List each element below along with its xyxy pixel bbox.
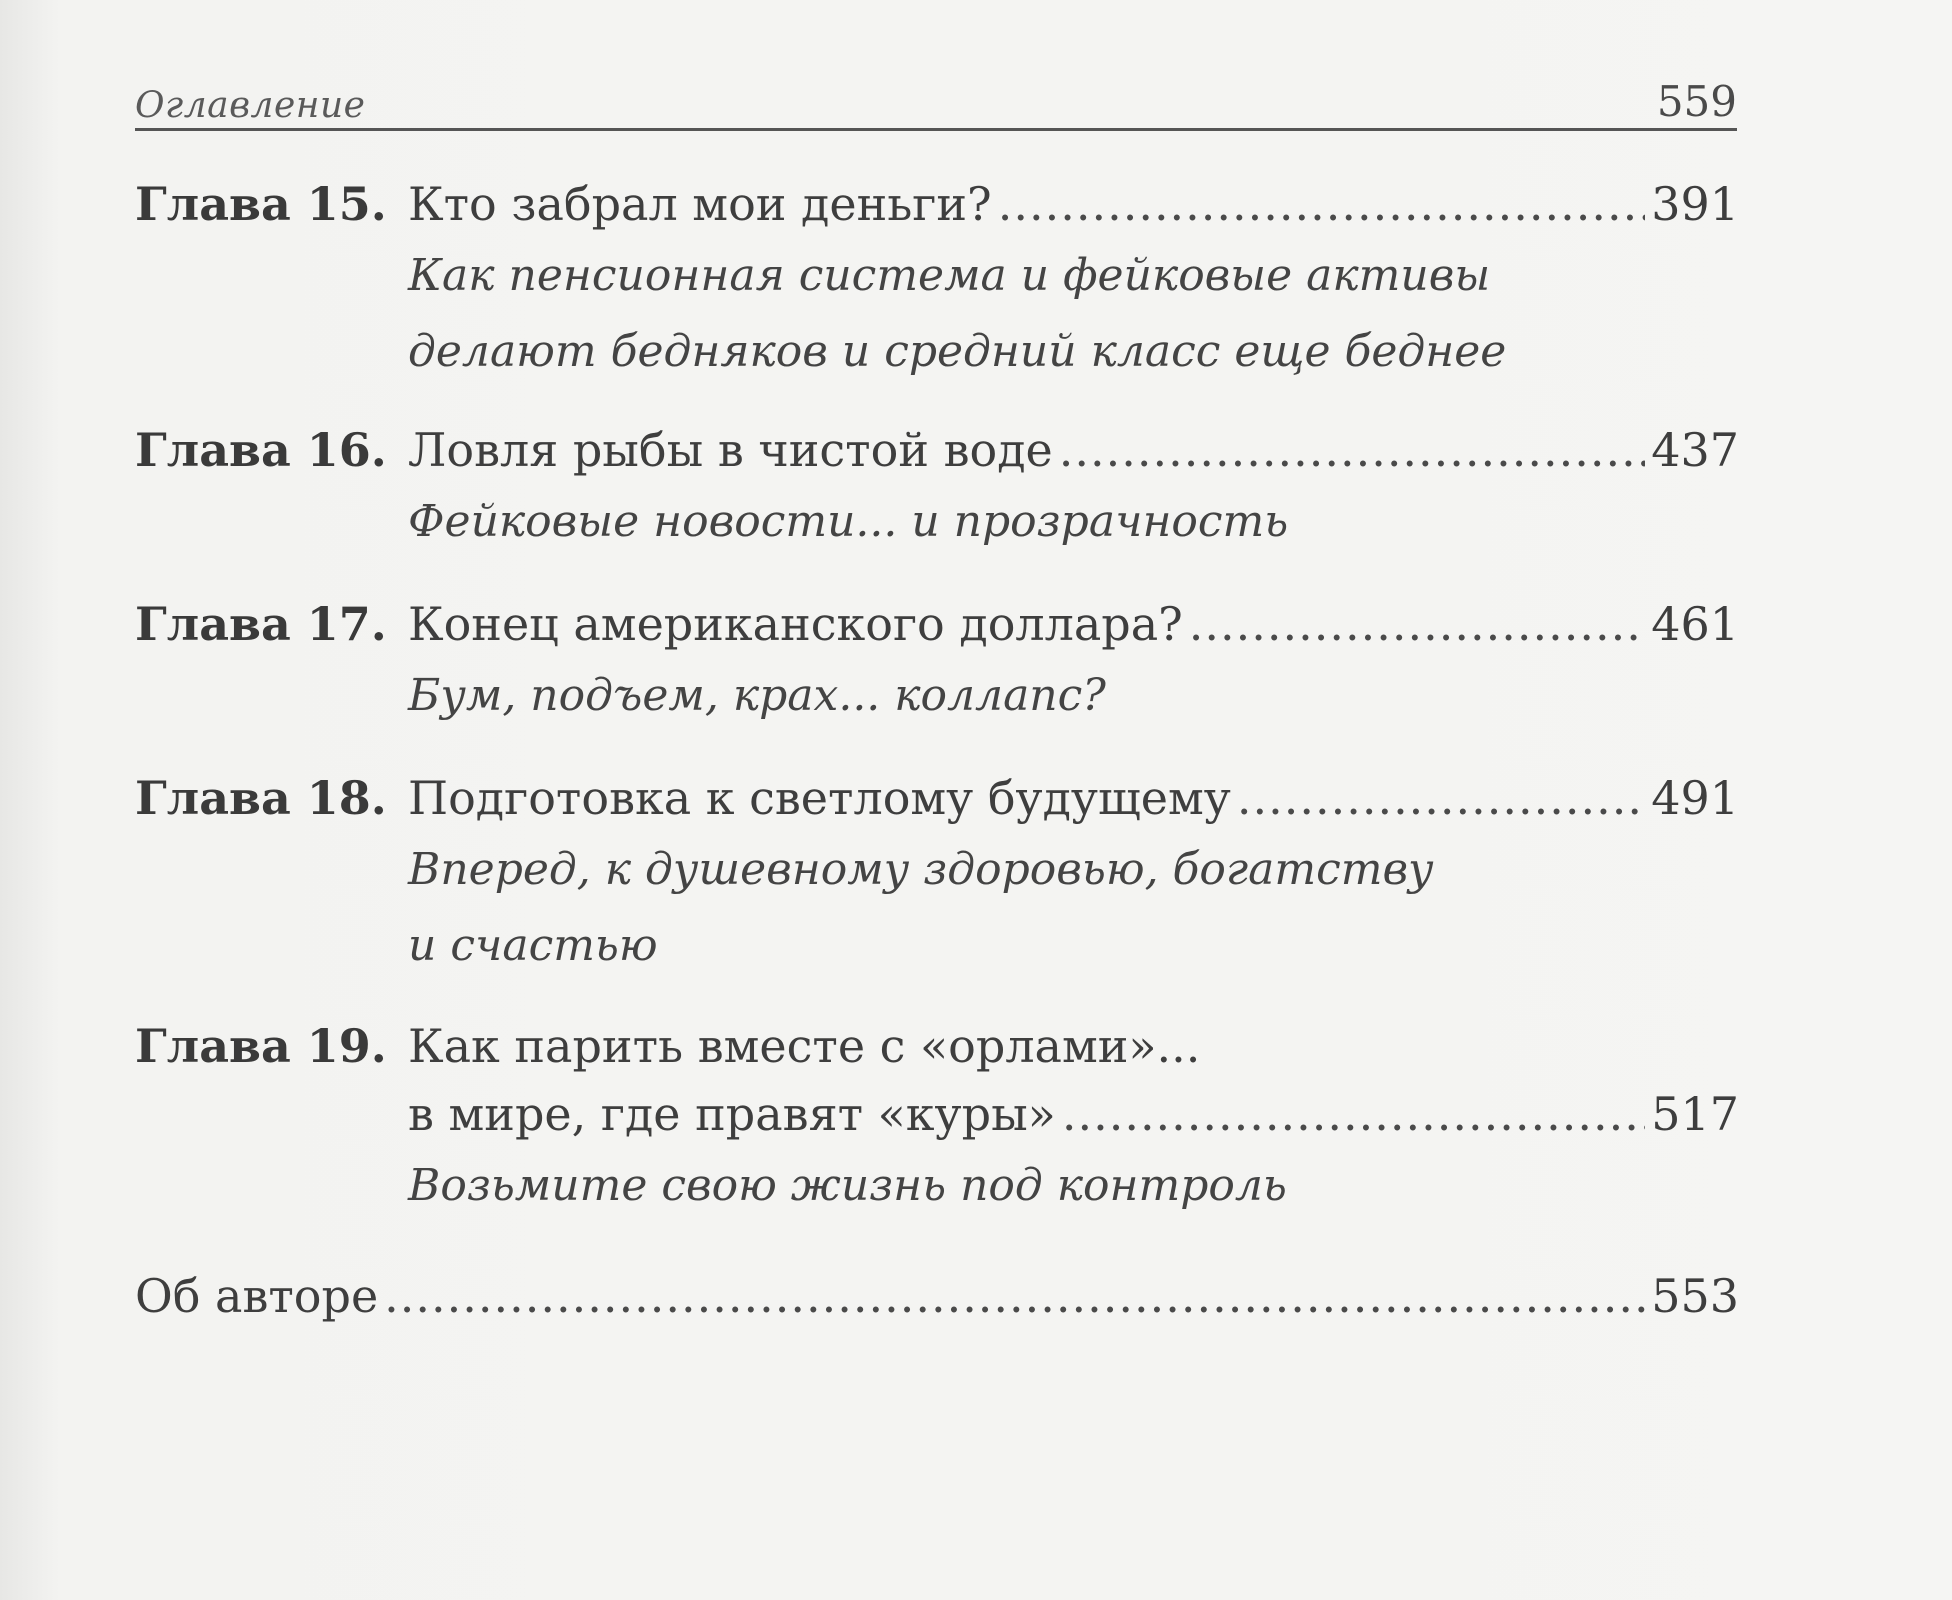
chapter-title: Как парить вместе с «орлами»... <box>408 1019 1201 1073</box>
chapter-page: 491 <box>1651 771 1739 825</box>
chapter-subtitle-line: Вперед, к душевному здоровью, богатству <box>408 844 1434 895</box>
chapter-title: Ловля рыбы в чистой воде <box>408 423 1053 477</box>
chapter-title: Подготовка к светлому будущему <box>408 771 1231 825</box>
running-header <box>135 74 1737 131</box>
toc-entry-chapter-16 <box>135 416 1739 560</box>
table-of-contents <box>135 170 1739 1330</box>
chapter-number: Глава 18. <box>135 771 387 825</box>
chapter-subtitle-line: и счастью <box>408 920 658 971</box>
chapter-number: Глава 16. <box>135 423 387 477</box>
about-author-title: Об авторе <box>135 1269 379 1323</box>
chapter-subtitle-line: Фейковые новости... и прозрачность <box>408 496 1289 547</box>
chapter-page: 437 <box>1651 423 1739 477</box>
chapter-subtitle-line: делают бедняков и средний класс еще беднее <box>408 326 1507 377</box>
chapter-title: Конец американского доллара? <box>408 597 1183 651</box>
dot-leader <box>1189 590 1645 658</box>
about-author-page: 553 <box>1651 1269 1739 1323</box>
toc-entry-about-author <box>135 1262 1739 1330</box>
chapter-page: 391 <box>1651 177 1739 231</box>
chapter-title: Кто забрал мои деньги? <box>408 177 992 231</box>
chapter-number: Глава 15. <box>135 177 387 231</box>
chapter-page: 517 <box>1651 1087 1739 1141</box>
toc-entry-chapter-19 <box>135 1012 1739 1224</box>
chapter-subtitle-line: Как пенсионная система и фейковые активы <box>408 250 1491 301</box>
chapter-number: Глава 19. <box>135 1019 387 1073</box>
chapter-page: 461 <box>1651 597 1739 651</box>
dot-leader <box>1062 1080 1645 1148</box>
dot-leader <box>1237 764 1645 832</box>
chapter-title-continued: в мире, где правят «куры» <box>408 1087 1056 1141</box>
dot-leader <box>998 170 1645 238</box>
dot-leader <box>384 1262 1645 1330</box>
chapter-subtitle-line: Возьмите свою жизнь под контроль <box>408 1160 1287 1211</box>
toc-entry-chapter-17 <box>135 590 1739 734</box>
running-header-title: Оглавление <box>135 85 366 126</box>
chapter-number: Глава 17. <box>135 597 387 651</box>
dot-leader <box>1059 416 1645 484</box>
page-number: 559 <box>1656 77 1737 126</box>
toc-entry-chapter-18 <box>135 764 1739 984</box>
toc-entry-chapter-15 <box>135 170 1739 390</box>
chapter-subtitle-line: Бум, подъем, крах... коллапс? <box>408 670 1106 721</box>
